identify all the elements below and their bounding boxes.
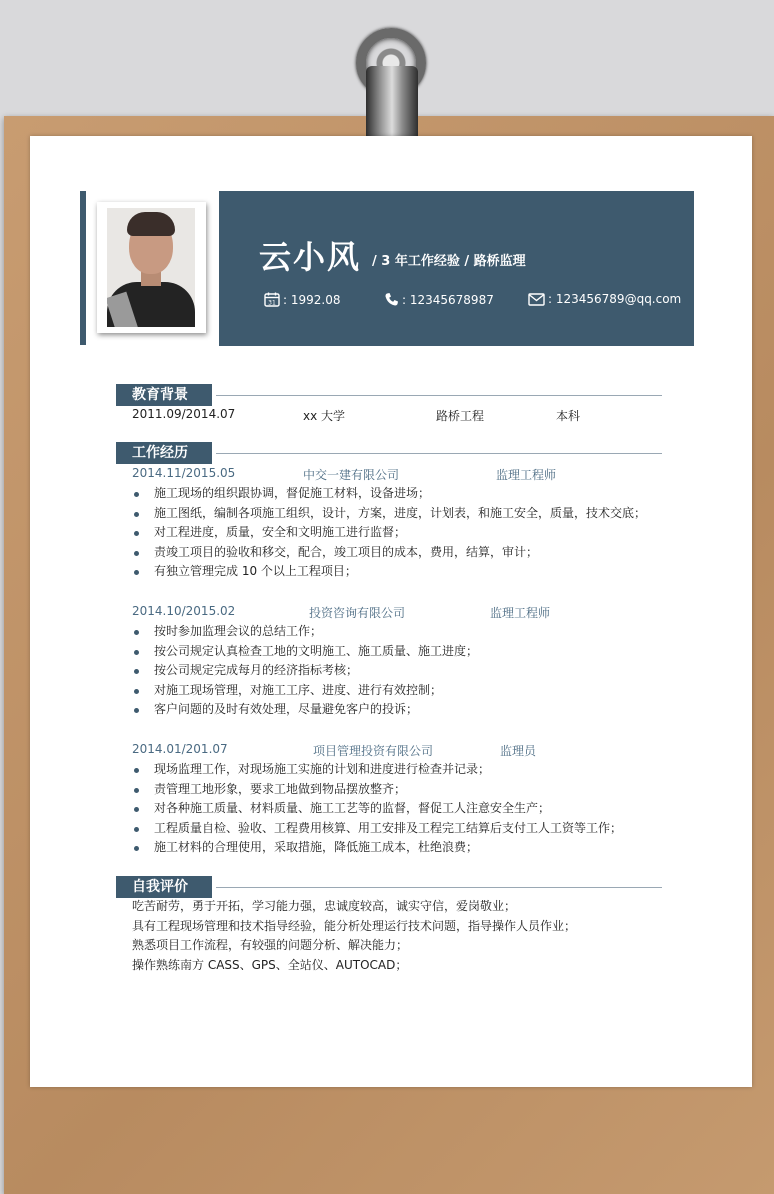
phone-info: [384, 292, 494, 307]
calendar-icon: [264, 292, 280, 307]
edu-period: 2011.09/2014.07: [132, 407, 236, 421]
list-item: 对各种施工质量、材料质量、施工工艺等的监督，督促工人注意安全生产；: [132, 799, 622, 819]
list-item: 对施工现场管理，对施工工序、进度、进行有效控制；: [132, 681, 478, 701]
job1-period: 2014.11/2015.05: [132, 466, 236, 480]
edu-major: 路桥工程: [436, 409, 485, 423]
list-item: 责管理工地形象，要求工地做到物品摆放整齐；: [132, 780, 622, 800]
education-section-title: 教育背景: [116, 384, 212, 406]
mail-icon: [528, 293, 545, 306]
work-section-title: 工作经历: [116, 442, 212, 464]
profile-photo-frame: [97, 202, 206, 333]
email-info: [528, 292, 681, 306]
job1-company: 中交一建有限公司: [303, 468, 400, 482]
candidate-name: 云小风: [259, 238, 362, 276]
job2-duties: [132, 622, 478, 720]
job3-company: 项目管理投资有限公司: [313, 744, 434, 758]
svg-text:31: 31: [268, 299, 276, 307]
candidate-subtitle: / 3 年工作经验 / 路桥监理: [372, 254, 526, 269]
job1-duties: [132, 484, 646, 582]
list-item: 责竣工项目的验收和移交，配合，竣工项目的成本，费用，结算，审计；: [132, 543, 646, 563]
header-accent-bar: [80, 191, 86, 345]
self-eval-divider: [216, 887, 662, 888]
list-item: 客户问题的及时有效处理，尽量避免客户的投诉；: [132, 700, 478, 720]
list-item: 施工现场的组织跟协调，督促施工材料，设备进场；: [132, 484, 646, 504]
phone-icon: [384, 292, 399, 307]
list-item: 有独立管理完成 10 个以上工程项目；: [132, 562, 646, 582]
edu-school: xx 大学: [303, 409, 346, 423]
job3-period: 2014.01/201.07: [132, 742, 228, 756]
profile-photo: [107, 208, 195, 327]
self-eval-section-title: 自我评价: [116, 876, 212, 898]
job3-duties: [132, 760, 622, 858]
list-item: 按公司规定认真检查工地的文明施工、施工质量、施工进度；: [132, 642, 478, 662]
education-divider: [216, 395, 662, 396]
list-item: 按公司规定完成每月的经济指标考核；: [132, 661, 478, 681]
list-item: 对工程进度，质量，安全和文明施工进行监督；: [132, 523, 646, 543]
job2-position: 监理工程师: [490, 606, 551, 620]
self-eval-line: 熟悉项目工作流程，有较强的问题分析、解决能力；: [132, 938, 409, 953]
self-eval-text: [132, 897, 576, 975]
list-item: 施工材料的合理使用，采取措施，降低施工成本，杜绝浪费；: [132, 838, 622, 858]
self-eval-line: 具有工程现场管理和技术指导经验，能分析处理运行技术问题，指导操作人员作业；: [132, 918, 577, 933]
job2-period: 2014.10/2015.02: [132, 604, 236, 618]
edu-degree: 本科: [556, 409, 581, 423]
email-text: : 123456789@qq.com: [548, 292, 682, 306]
phone-text: : 12345678987: [402, 292, 494, 307]
list-item: 按时参加监理会议的总结工作；: [132, 622, 478, 642]
birth-info: [264, 292, 340, 307]
job1-position: 监理工程师: [496, 468, 557, 482]
work-divider: [216, 453, 662, 454]
birth-text: : 1992.08: [283, 292, 341, 307]
clip-body: [366, 66, 418, 144]
self-eval-line: 吃苦耐劳，勇于开拓，学习能力强，忠诚度较高，诚实守信，爱岗敬业；: [132, 899, 517, 913]
job2-company: 投资咨询有限公司: [309, 606, 406, 620]
list-item: 现场监理工作，对现场施工实施的计划和进度进行检查并记录；: [132, 760, 622, 780]
self-eval-line: 操作熟练南方 CASS、GPS、全站仪、AUTOCAD；: [132, 957, 408, 972]
list-item: 工程质量自检、验收、工程费用核算、用工安排及工程完工结算后支付工人工资等工作；: [132, 819, 622, 839]
list-item: 施工图纸，编制各项施工组织，设计，方案，进度，计划表，和施工安全，质量，技术交底；: [132, 504, 646, 524]
job3-position: 监理员: [500, 744, 537, 758]
